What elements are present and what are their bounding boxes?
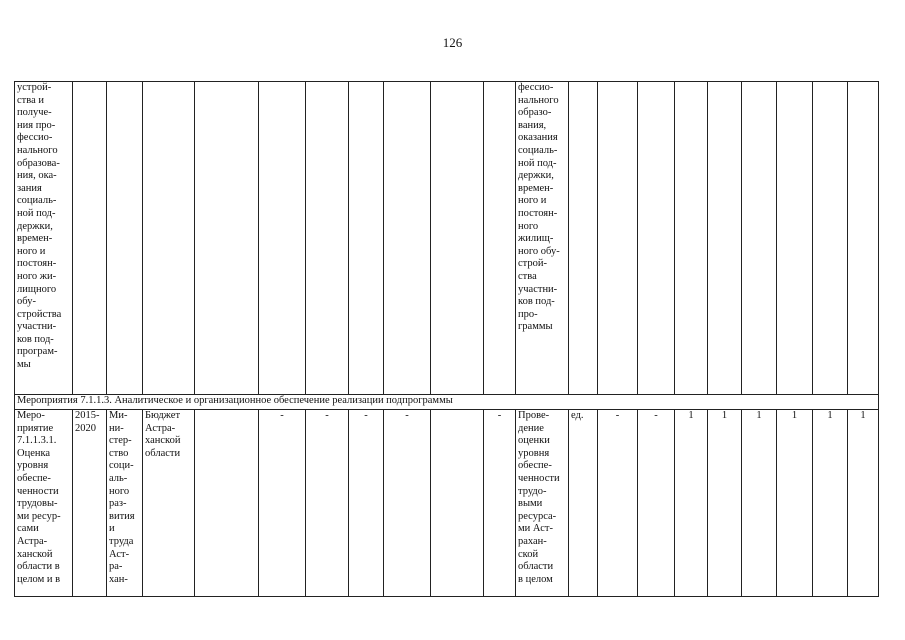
finance-cell <box>431 410 484 597</box>
executor-cell <box>107 82 143 395</box>
indicator-cell: 1 <box>742 410 777 597</box>
period-cell: 2015- 2020 <box>73 410 107 597</box>
indicator-cell <box>708 82 742 395</box>
period-cell <box>73 82 107 395</box>
program-table <box>14 81 879 597</box>
executor-cell: Ми- ни- стер- ство соци- аль- ного раз- вития и труда Аст- ра- хан- <box>107 410 143 597</box>
result-cell: фессио- нального образо- вания, оказания социаль- ной под- держки, времен- ного и постоян- ного жилищ- ного обу- строй- ства участни- ков под- про- граммы <box>516 82 569 395</box>
finance-cell <box>259 82 306 395</box>
finance-cell <box>306 82 349 395</box>
finance-cell: - <box>484 410 516 597</box>
finance-cell <box>384 82 431 395</box>
indicator-cell <box>638 82 675 395</box>
indicator-cell: 1 <box>708 410 742 597</box>
indicator-cell: - <box>638 410 675 597</box>
indicator-cell <box>598 82 638 395</box>
finance-cell: - <box>384 410 431 597</box>
indicator-cell: 1 <box>777 410 813 597</box>
indicator-cell: - <box>598 410 638 597</box>
unit-cell: ед. <box>569 410 598 597</box>
indicator-cell <box>777 82 813 395</box>
section-header-row <box>15 395 879 410</box>
measure-name-cell: Меро- приятие 7.1.1.3.1. Оценка уровня обеспе- ченности трудовы- ми ресур- сами Астра- ханской области в целом и в <box>15 410 73 597</box>
result-cell: Прове- дение оценки уровня обеспе- ченности трудо- выми ресурса- ми Аст- рахан- ской области в целом <box>516 410 569 597</box>
unit-cell <box>569 82 598 395</box>
table-row-event <box>15 410 879 597</box>
indicator-cell: 1 <box>813 410 848 597</box>
indicator-cell: 1 <box>675 410 708 597</box>
page-number: 126 <box>442 35 463 50</box>
table-row-continuation <box>15 82 879 395</box>
indicator-cell <box>813 82 848 395</box>
finance-cell: - <box>349 410 384 597</box>
finance-cell <box>484 82 516 395</box>
source-cell: Бюджет Астра- ханской области <box>143 410 195 597</box>
measure-name-cell: устрой- ства и получе- ния про- фессио- нального образова- ния, ока- зания социаль- ной под- держки, времен- ного и постоян- ного жи- лищного обу- стройства участни- ков под- програм- мы <box>15 82 73 395</box>
indicator-cell <box>742 82 777 395</box>
source-cell <box>143 82 195 395</box>
finance-cell <box>349 82 384 395</box>
finance-cell <box>195 410 259 597</box>
indicator-cell: 1 <box>848 410 879 597</box>
finance-cell <box>431 82 484 395</box>
finance-cell: - <box>306 410 349 597</box>
finance-cell <box>195 82 259 395</box>
indicator-cell <box>848 82 879 395</box>
finance-cell: - <box>259 410 306 597</box>
indicator-cell <box>675 82 708 395</box>
section-header: Мероприятия 7.1.1.3. Аналитическое и организационное обеспечение реализации подпрограммы <box>15 395 879 410</box>
